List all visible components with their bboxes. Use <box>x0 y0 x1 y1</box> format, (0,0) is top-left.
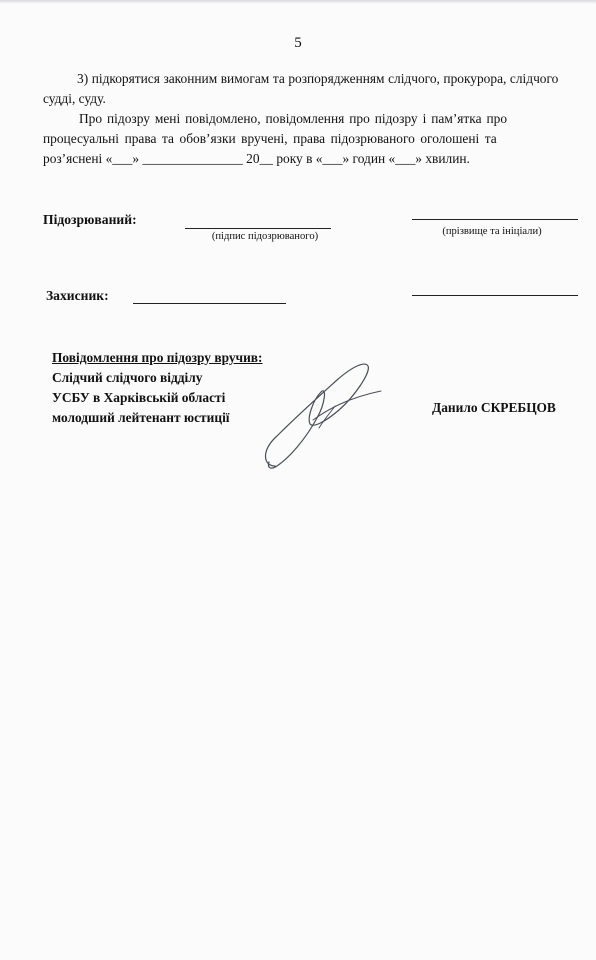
position-line-2: УСБУ в Харківській області <box>52 390 226 405</box>
notice-line-2: процесуальні права та обов’язки вручені, права підозрюваного оголошені та <box>43 131 497 146</box>
defender-label: Захисник: <box>46 288 109 303</box>
suspect-name-line <box>412 219 578 220</box>
obligation-item-3 <box>43 69 581 109</box>
suspect-signature-caption: (підпис підозрюваного) <box>211 231 319 242</box>
investigator-name: Данило СКРЕБЦОВ <box>432 400 556 415</box>
suspicion-notice-paragraph <box>43 109 581 169</box>
obligation-item-3-line-1: 3) підкорятися законним вимогам та розпорядженням слідчого, прокурора, слідчого <box>77 71 559 86</box>
position-line-3: молодший лейтенант юстиції <box>52 410 230 425</box>
served-by-block <box>52 348 263 428</box>
suspect-label: Підозрюваний: <box>43 212 137 227</box>
handwritten-signature <box>255 358 395 473</box>
defender-name-line <box>412 295 578 296</box>
suspect-name-caption: (прізвище та ініціали) <box>442 226 542 237</box>
page-number: 5 <box>294 35 302 51</box>
position-line-1: Слідчий слідчого відділу <box>52 370 203 385</box>
suspect-signature-line <box>185 228 331 229</box>
served-by-heading: Повідомлення про підозру вручив: <box>52 350 263 365</box>
notice-line-1: Про підозру мені повідомлено, повідомлення про підозру і пам’ятка про <box>79 111 508 126</box>
defender-signature-line <box>133 303 286 304</box>
obligation-item-3-line-2: судді, суду. <box>43 91 106 106</box>
notice-line-3: роз’яснені «___» _______________ 20__ року в «___» годин «___» хвилин. <box>43 151 470 166</box>
